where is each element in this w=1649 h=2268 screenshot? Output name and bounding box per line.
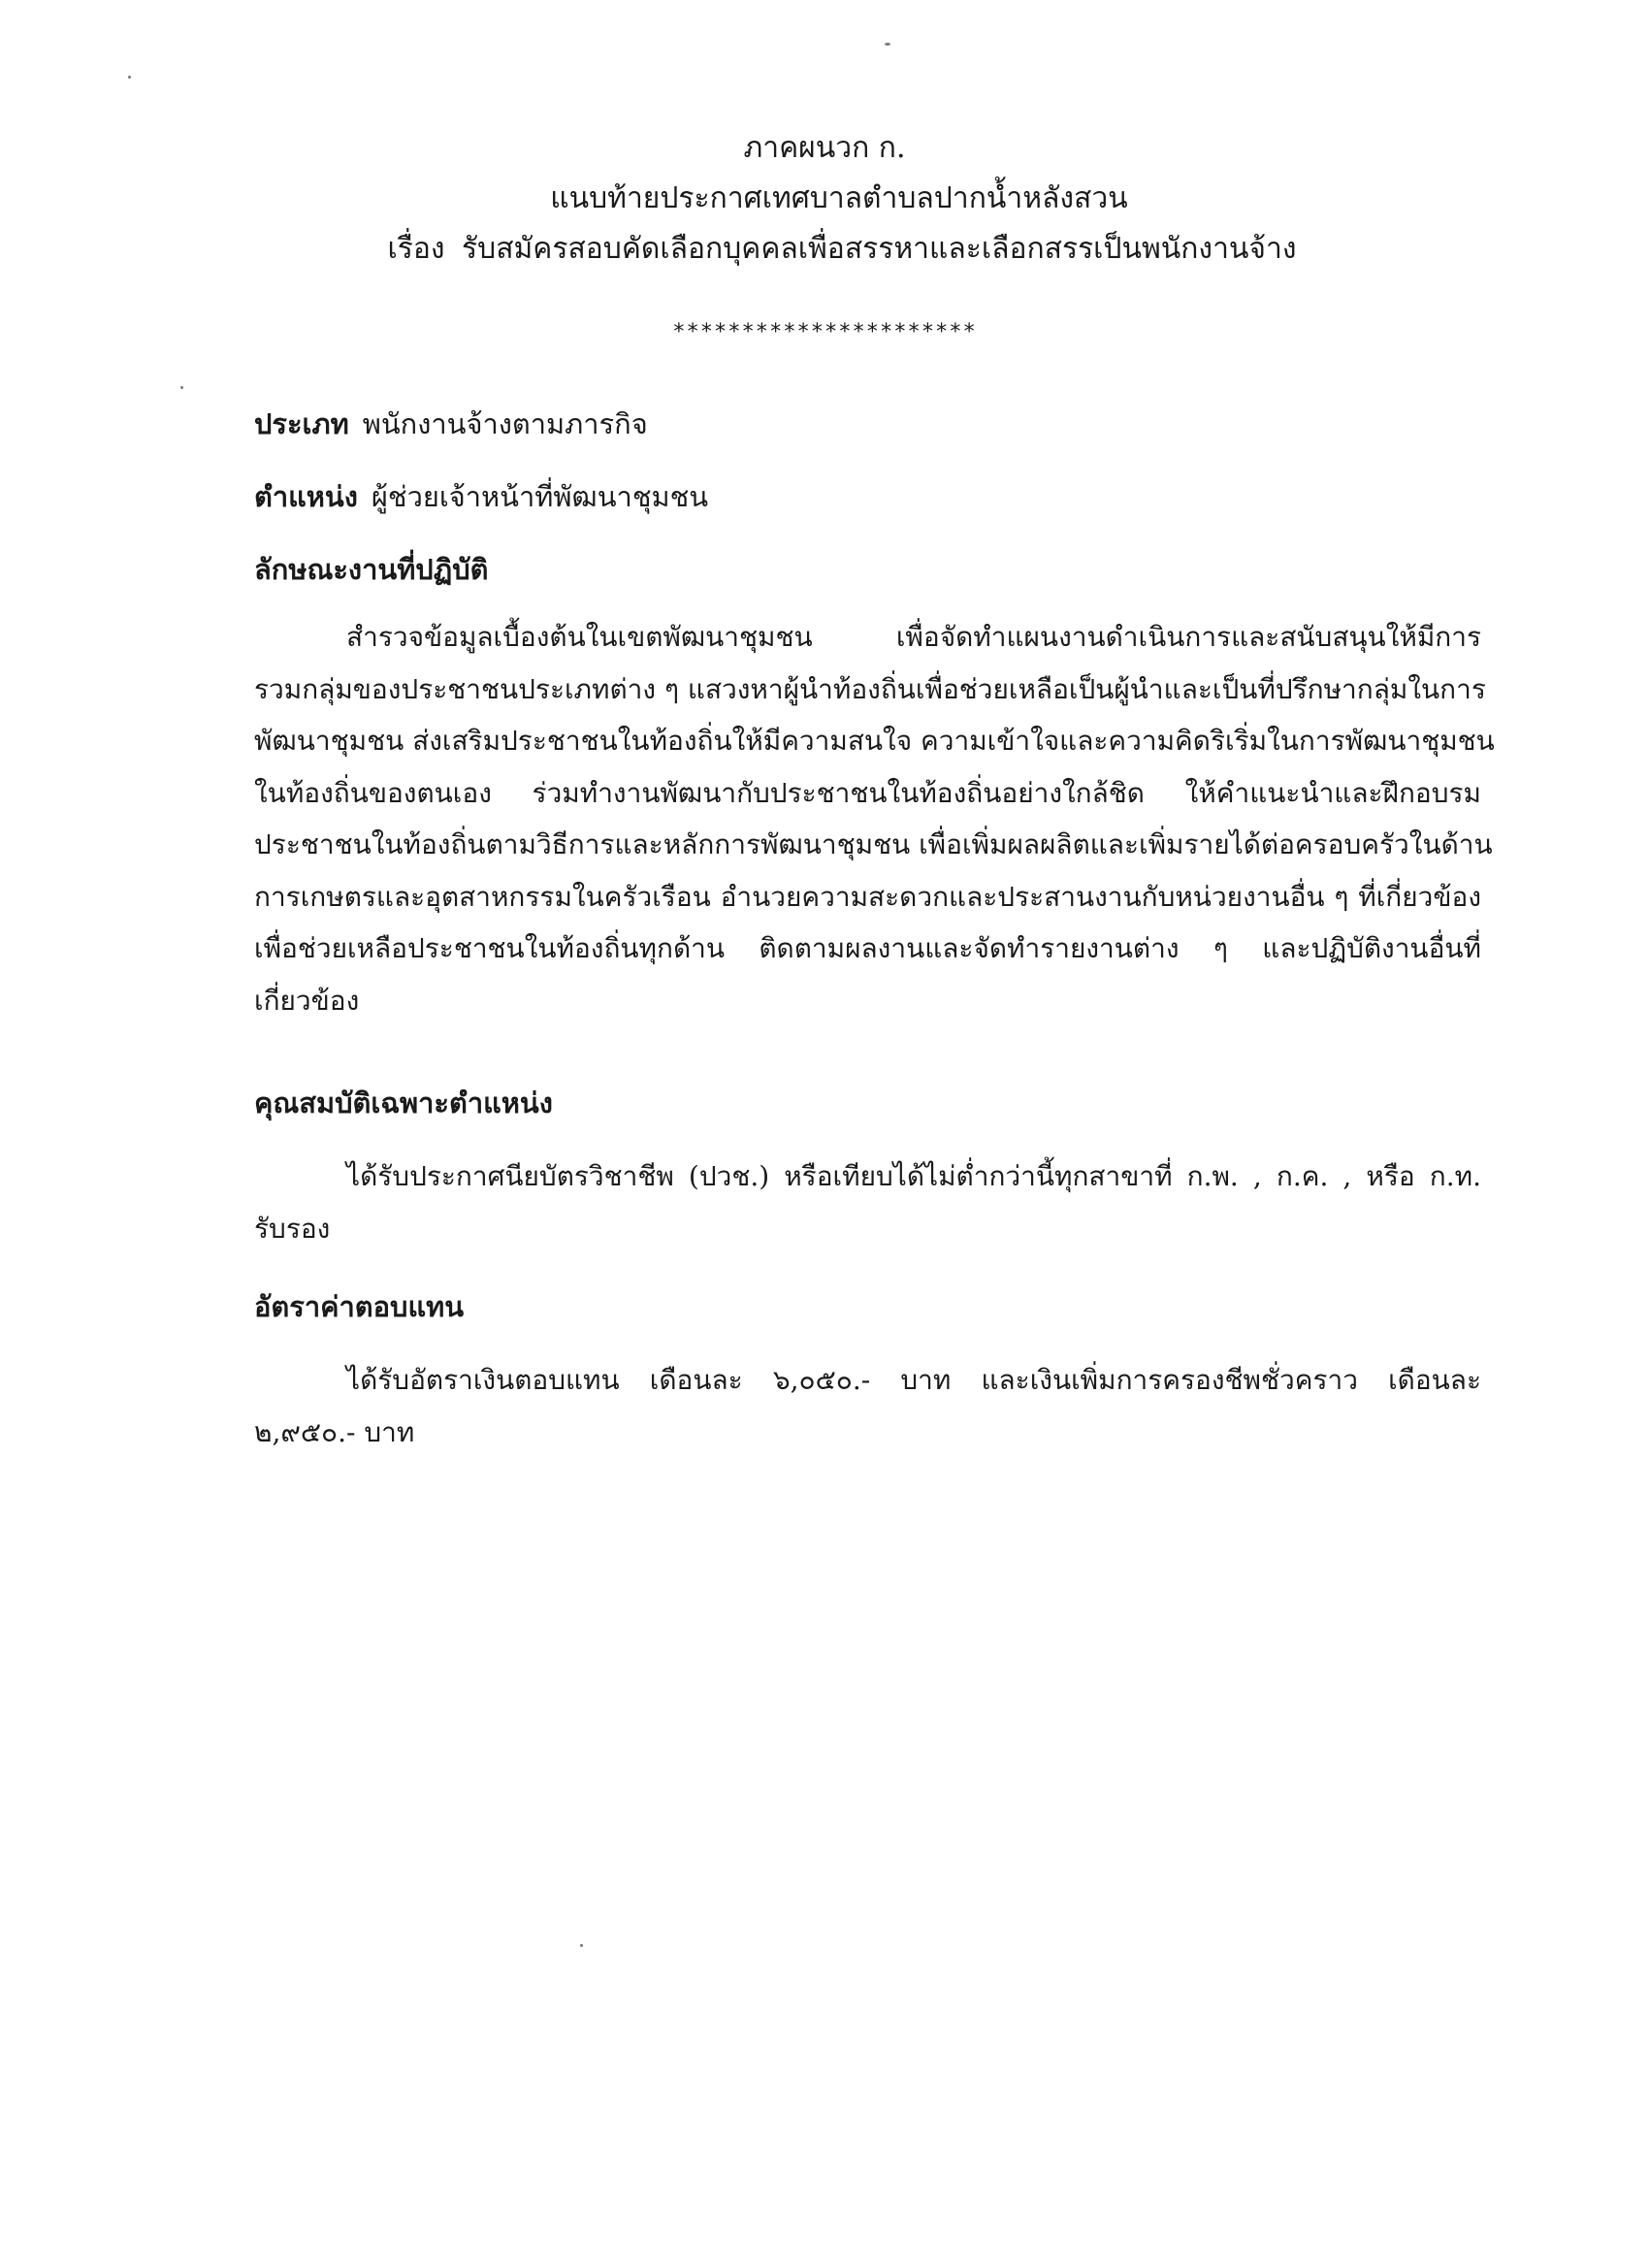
announcement-reference: แนบท้ายประกาศเทศบาลตำบลปากน้ำหลังสวน [550, 181, 1128, 215]
compensation-paragraph [254, 1354, 1481, 1458]
duties-line: การเกษตรและอุตสาหกรรมในครัวเรือน อำนวยความสะดวกและประสานงานกับหน่วยงานอื่น ๆ ที่เกี่ยวข้อง [254, 880, 1481, 913]
type-label: ประเภท [254, 407, 349, 440]
duties-line: เกี่ยวข้อง [254, 984, 360, 1017]
scan-speck [180, 386, 183, 389]
separator-asterisks: ********************** [672, 320, 977, 344]
type-field [254, 400, 648, 448]
qualifications-paragraph [254, 1150, 1481, 1254]
position-field [254, 472, 708, 521]
scan-speck [580, 1944, 583, 1947]
duties-paragraph [254, 611, 1495, 1026]
compensation-line: ได้รับอัตราเงินตอบแทน เดือนละ ๖,๐๕๐.- บาท และเงินเพิ่มการครองชีพชั่วคราว เดือนละ [346, 1364, 1481, 1396]
duties-line: สำรวจข้อมูลเบื้องต้นในเขตพัฒนาชุมชน เพื่อจัดทำแผนงานดำเนินการและสนับสนุนให้มีการ [346, 621, 1481, 653]
duties-line: พัฒนาชุมชน ส่งเสริมประชาชนในท้องถิ่นให้มีความสนใจ ความเข้าใจและความคิดริเริ่มในการพัฒนาชุมชน [254, 725, 1495, 757]
position-value: ผู้ช่วยเจ้าหน้าที่พัฒนาชุมชน [371, 480, 709, 513]
compensation-heading: อัตราค่าตอบแทน [254, 1290, 465, 1323]
qualifications-line: ได้รับประกาศนียบัตรวิชาชีพ (ปวช.) หรือเทียบได้ไม่ต่ำกว่านี้ทุกสาขาที่ ก.พ. , ก.ค. , หรือ ก.ท. [346, 1160, 1481, 1192]
position-label: ตำแหน่ง [254, 480, 358, 513]
scan-speck [885, 43, 890, 46]
duties-line: เพื่อช่วยเหลือประชาชนในท้องถิ่นทุกด้าน ติดตามผลงานและจัดทำรายงานต่าง ๆ และปฏิบัติงานอื่นที่ [254, 932, 1481, 964]
duties-line: ประชาชนในท้องถิ่นตามวิธีการและหลักการพัฒนาชุมชน เพื่อเพิ่มผลผลิตและเพิ่มรายได้ต่อครอบครัวในด้าน [254, 828, 1493, 860]
type-value: พนักงานจ้างตามภารกิจ [362, 407, 648, 440]
announcement-subject: เรื่อง รับสมัครสอบคัดเลือกบุคคลเพื่อสรรหาและเลือกสรรเป็นพนักงานจ้าง [387, 232, 1297, 266]
scan-speck [128, 76, 131, 79]
duties-line: ในท้องถิ่นของตนเอง ร่วมทำงานพัฒนากับประชาชนในท้องถิ่นอย่างใกล้ชิด ให้คำแนะนำและฝึกอบรม [254, 776, 1481, 809]
appendix-title: ภาคผนวก ก. [743, 131, 906, 165]
qualifications-heading: คุณสมบัติเฉพาะตำแหน่ง [254, 1086, 553, 1119]
qualifications-line: รับรอง [254, 1212, 331, 1245]
compensation-line: ๒,๙๕๐.- บาท [254, 1415, 415, 1448]
duties-heading: ลักษณะงานที่ปฏิบัติ [254, 553, 489, 586]
duties-line: รวมกลุ่มของประชาชนประเภทต่าง ๆ แสวงหาผู้นำท้องถิ่นเพื่อช่วยเหลือเป็นผู้นำและเป็นที่ปรึกษากลุ่มในการ [254, 672, 1486, 705]
